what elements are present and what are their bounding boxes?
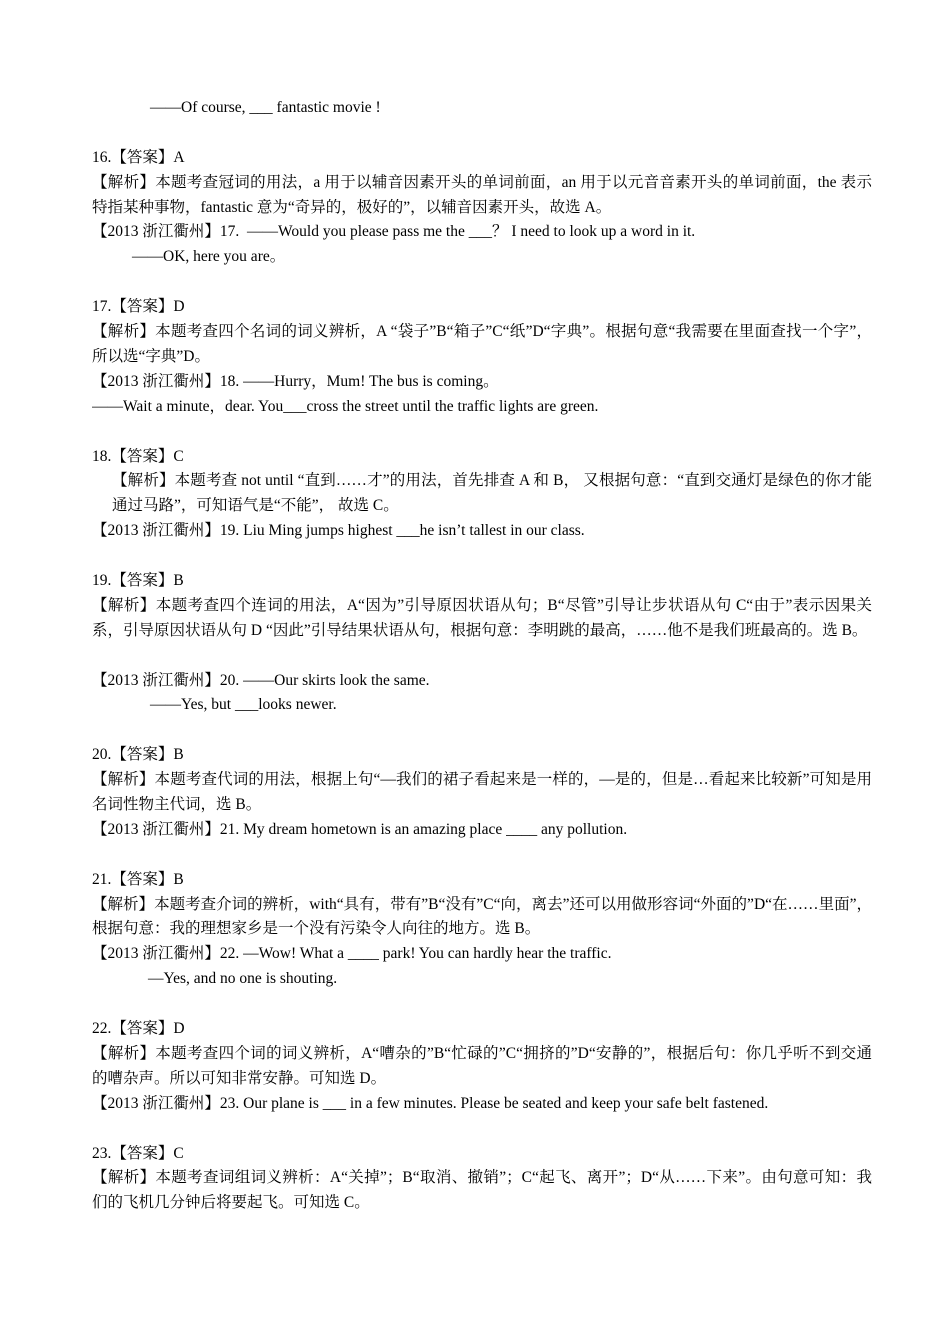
analysis-19: 【解析】本题考查四个连词的用法，A“因为”引导原因状语从句；B“尽管”引导让步状语从句 C“由于”表示因果关系，引导原因状语从句 D “因此”引导结果状语从句，根据句意：李明跳的最高，……他不是我们班最高的。选 B。 xyxy=(92,596,872,639)
question-17: 【2013 浙江衢州】17. ——Would you please pass me the ___？ I need to look up a word in it. xyxy=(92,223,696,241)
document-page xyxy=(0,96,950,1216)
answer-18: 18.【答案】C xyxy=(92,447,184,465)
analysis-20: 【解析】本题考查代词的用法，根据上句“—我们的裙子看起来是一样的，—是的，但是…看起来比较新”可知是用名词性物主代词，选 B。 xyxy=(92,771,872,814)
question-19: 【2013 浙江衢州】19. Liu Ming jumps highest ___he isn’t tallest in our class. xyxy=(92,522,585,540)
question-21: 【2013 浙江衢州】21. My dream hometown is an amazing place ____ any pollution. xyxy=(92,820,628,838)
question-17-options xyxy=(92,270,872,295)
answer-16: 16.【答案】A xyxy=(92,148,185,166)
question-18: 【2013 浙江衢州】18. ——Hurry，Mum! The bus is coming。 xyxy=(92,372,499,390)
question-20: 【2013 浙江衢州】20. ——Our skirts look the same. xyxy=(92,671,430,689)
question-18-options xyxy=(92,420,872,445)
answer-22: 22.【答案】D xyxy=(92,1020,185,1038)
question-15-reply: ——Of course, ___ fantastic movie ! xyxy=(150,99,381,116)
answer-19: 19.【答案】B xyxy=(92,571,184,589)
question-22: 【2013 浙江衢州】22. —Wow! What a ____ park! You can hardly hear the traffic. xyxy=(92,945,612,963)
question-15-options xyxy=(92,121,872,146)
analysis-21: 【解析】本题考查介词的辨析，with“具有，带有”B“没有”C“向，离去”还可以用做形容词“外面的”D“在……里面”，根据句意：我的理想家乡是一个没有污染令人向往的地方。选 B。 xyxy=(92,895,872,938)
question-20-options xyxy=(92,718,872,743)
answer-20: 20.【答案】B xyxy=(92,746,184,764)
analysis-22: 【解析】本题考查四个词的词义辨析，A“嘈杂的”B“忙碌的”C“拥挤的”D“安静的”，根据后句：你几乎听不到交通的嘈杂声。所以可知非常安静。可知选 D。 xyxy=(92,1044,872,1087)
question-17-reply: ——OK, here you are。 xyxy=(132,248,286,266)
question-23: 【2013 浙江衢州】23. Our plane is ___ in a few minutes. Please be seated and keep your safe belt fastened. xyxy=(92,1094,769,1112)
analysis-16: 【解析】本题考查冠词的用法，a 用于以辅音因素开头的单词前面，an 用于以元音音素开头的单词前面，the 表示特指某种事物，fantastic 意为“奇异的，极好的”，以辅音因素开头，故选 A。 xyxy=(92,173,872,216)
analysis-23: 【解析】本题考查词组词义辨析：A“关掉”；B“取消、撤销”；C“起飞、离开”；D“从……下来”。由句意可知：我们的飞机几分钟后将要起飞。可知选 C。 xyxy=(92,1169,872,1212)
answer-17: 17.【答案】D xyxy=(92,298,185,316)
analysis-18: 【解析】本题考查 not until “直到……才”的用法，首先排查 A 和 B， 又根据句意：“直到交通灯是绿色的你才能通过马路”，可知语气是“不能”， 故选 C。 xyxy=(112,472,872,515)
question-22-options xyxy=(92,992,872,1017)
answer-21: 21.【答案】B xyxy=(92,870,184,888)
question-19-options xyxy=(92,544,872,569)
question-18-reply: ——Wait a minute，dear. You___cross the street until the traffic lights are green. xyxy=(92,397,599,415)
answer-23: 23.【答案】C xyxy=(92,1144,184,1162)
question-21-options xyxy=(92,843,872,868)
question-22-reply: —Yes, and no one is shouting. xyxy=(148,970,338,988)
analysis-17: 【解析】本题考查四个名词的词义辨析，A “袋子”B“箱子”C“纸”D“字典”。根据句意“我需要在里面查找一个字”，所以选“字典”D。 xyxy=(92,323,872,365)
question-23-options xyxy=(92,1117,872,1142)
question-20-reply: ——Yes, but ___looks newer. xyxy=(150,696,337,714)
